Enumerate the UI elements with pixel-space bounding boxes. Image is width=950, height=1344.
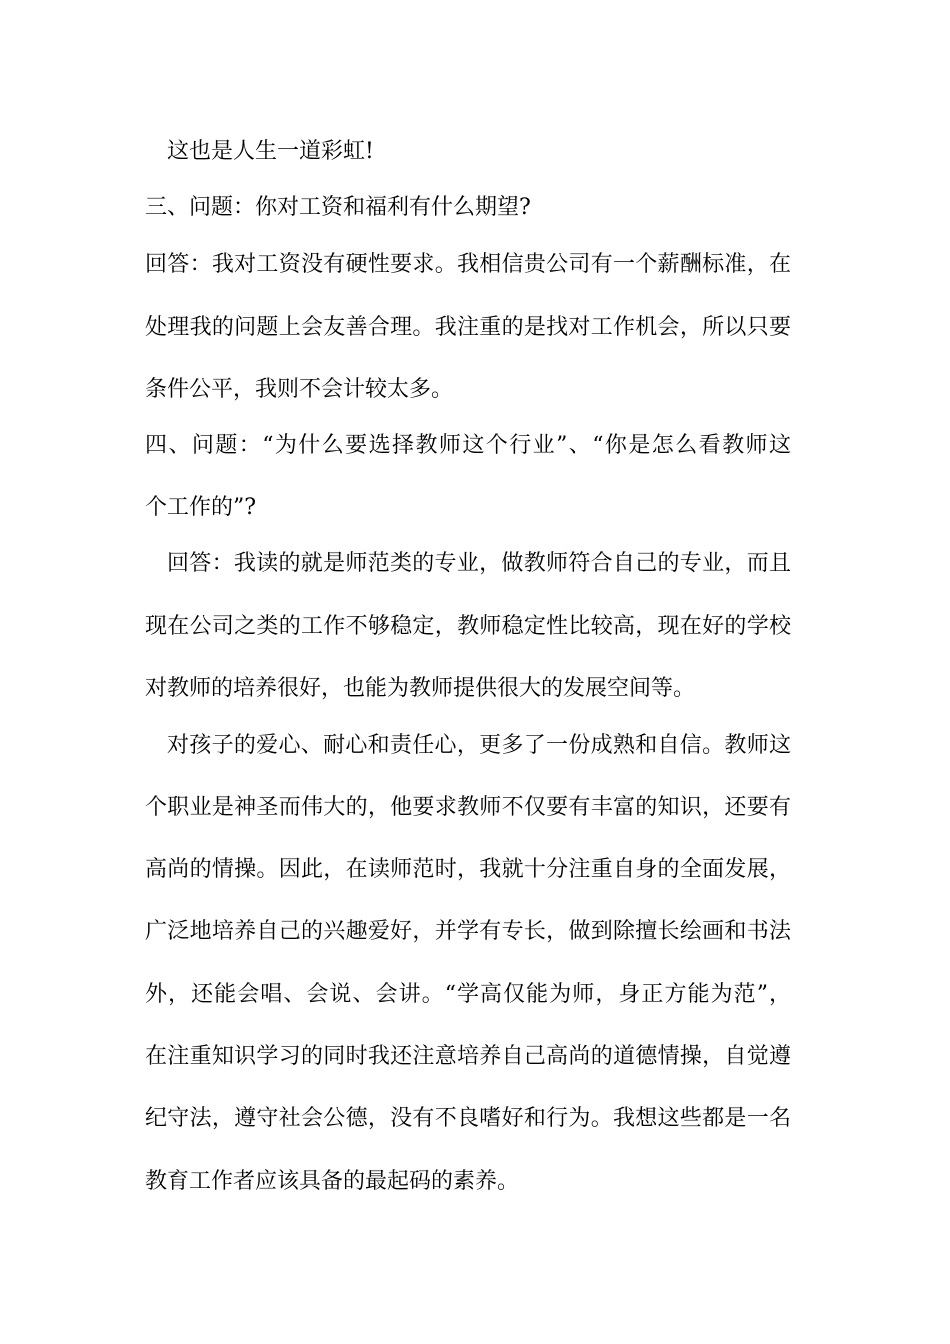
text-line: 条件公平，我则不会计较太多。 <box>145 377 454 402</box>
text-line: 个职业是神圣而伟大的，他要求教师不仅要有丰富的知识，还要有 <box>145 795 791 820</box>
text-line: 对教师的培养很好，也能为教师提供很大的发展空间等。 <box>145 676 696 701</box>
text-line: 广泛地培养自己的兴趣爱好，并学有专长，做到除擅长绘画和书法 <box>145 919 791 944</box>
text-line: 个工作的”? <box>145 495 257 520</box>
text-line: 教育工作者应该具备的最起码的素养。 <box>145 1169 520 1194</box>
text-line: 在注重知识学习的同时我还注意培养自己高尚的道德情操，自觉遵 <box>145 1044 791 1069</box>
text-line: 现在公司之类的工作不够稳定，教师稳定性比较高，现在好的学校 <box>145 614 791 639</box>
question-heading: 三、问题：你对工资和福利有什么期望? <box>145 195 531 220</box>
text-line: 处理我的问题上会友善合理。我注重的是找对工作机会，所以只要 <box>145 315 791 340</box>
text-line: 纪守法，遵守社会公德，没有不良嗜好和行为。我想这些都是一名 <box>145 1106 791 1131</box>
text-line: 高尚的情操。因此，在读师范时，我就十分注重自身的全面发展， <box>145 857 791 882</box>
text-line: 回答：我对工资没有硬性要求。我相信贵公司有一个薪酬标准，在 <box>145 252 791 277</box>
text-line: 对孩子的爱心、耐心和责任心，更多了一份成熟和自信。教师这 <box>167 733 791 758</box>
question-heading: 四、问题：“为什么要选择教师这个行业”、“你是怎么看教师这 <box>145 433 791 458</box>
text-line: 外，还能会唱、会说、会讲。“学高仅能为师，身正方能为范”， <box>145 982 791 1007</box>
text-line: 回答：我读的就是师范类的专业，做教师符合自己的专业，而且 <box>167 551 791 576</box>
text-line: 这也是人生一道彩虹! <box>167 139 374 164</box>
